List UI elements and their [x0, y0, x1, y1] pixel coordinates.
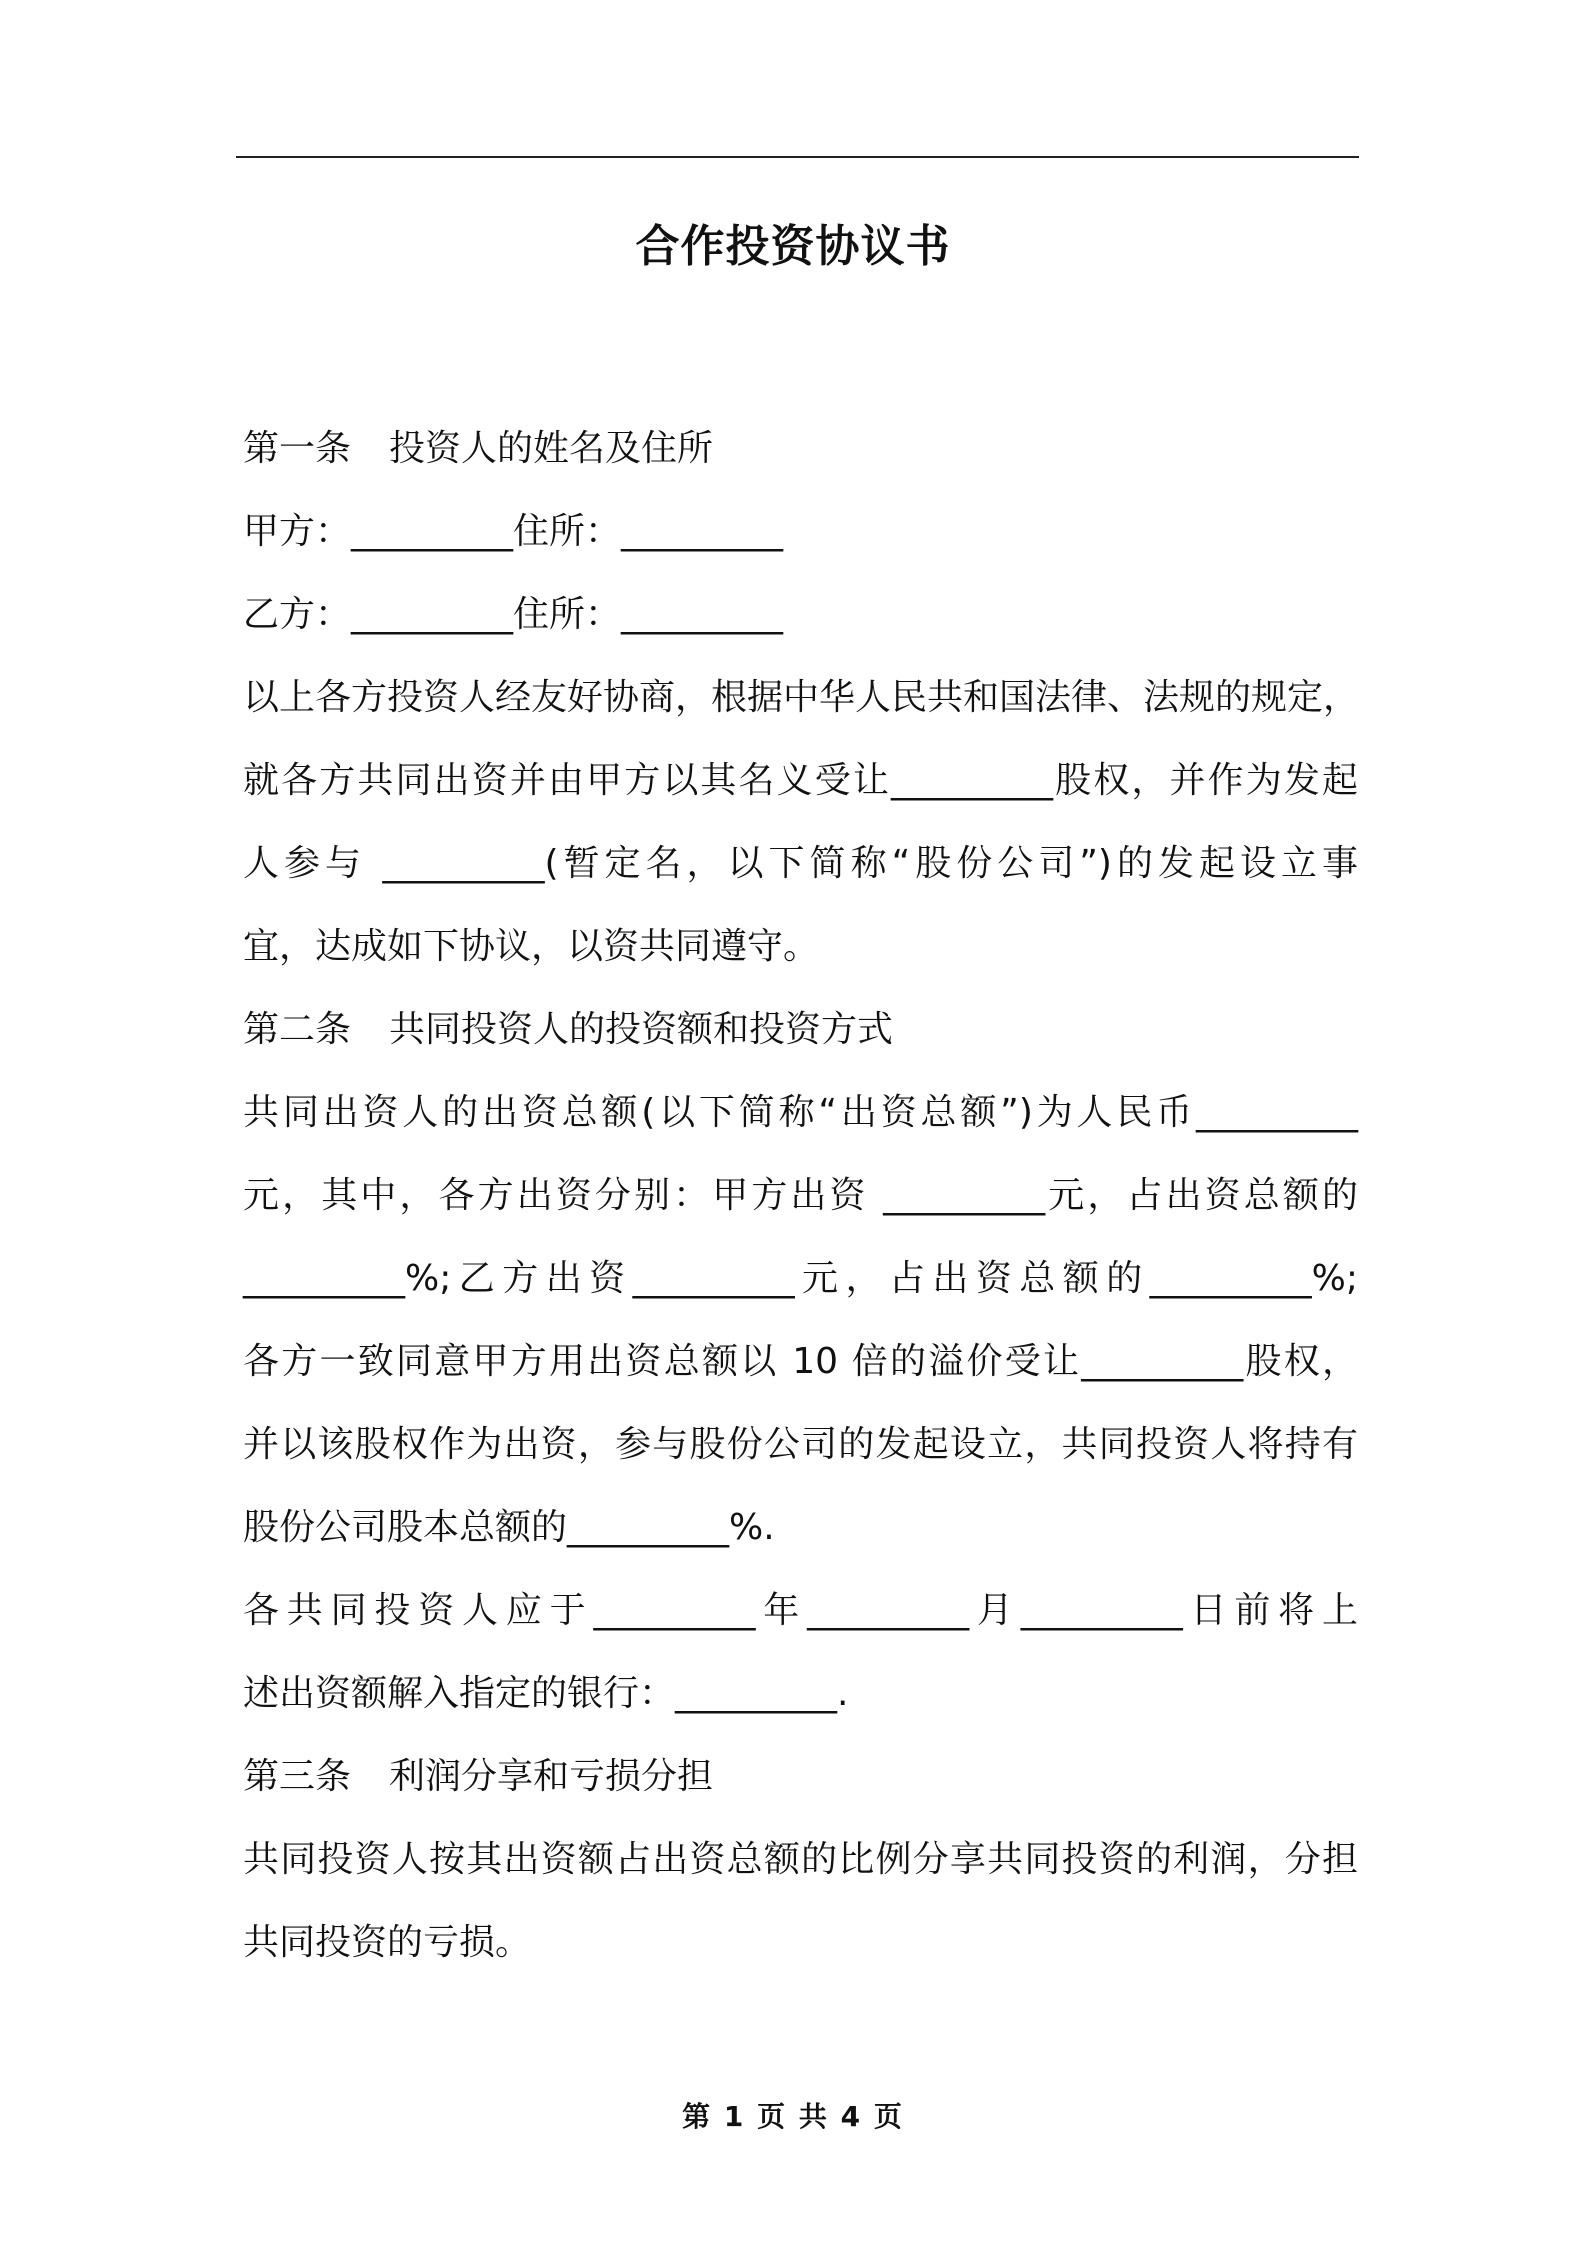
- article-1-heading: [243, 407, 1358, 490]
- article-2-para-line: 共同出资人的出资总额(以下简称“出资总额”)为人民币_________: [243, 1092, 1358, 1133]
- article-1-para-line: 宜，达成如下协议，以资共同遵守。: [243, 926, 820, 967]
- article-2-title: 共同投资人的投资额和投资方式: [389, 1009, 894, 1050]
- article-1-para-line: 人参与 _________(暂定名，以下简称“股份公司”)的发起设立事: [243, 843, 1358, 884]
- document-title: 合作投资协议书: [635, 221, 951, 272]
- article-3-para-line: 共同投资的亏损。: [243, 1922, 532, 1963]
- article-2-para-line: 股份公司股本总额的_________%.: [243, 1507, 775, 1548]
- party-b-line: 乙方：_________住所：_________: [243, 594, 784, 635]
- article-3-para-line: 共同投资人按其出资额占出资总额的比例分享共同投资的利润，分担: [243, 1839, 1358, 1880]
- party-a-line: 甲方：_________住所：_________: [243, 511, 784, 552]
- article-2-para-line: 元，其中，各方出资分别：甲方出资 _________元，占出资总额的: [243, 1175, 1358, 1216]
- article-1-number: 第一条: [243, 428, 352, 469]
- article-1-para-line: 就各方共同出资并由甲方以其名义受让_________股权，并作为发起: [243, 760, 1358, 801]
- article-2-para-line: 各共同投资人应于_________年_________月_________日前将上: [243, 1590, 1358, 1631]
- article-3-number: 第三条: [243, 1756, 352, 1797]
- article-2-para-line: _________%;乙方出资_________元，占出资总额的_________%;: [243, 1258, 1358, 1299]
- header-rule: [236, 156, 1359, 158]
- article-3-title: 利润分享和亏损分担: [389, 1756, 714, 1797]
- article-3-heading: [243, 1735, 1358, 1818]
- article-1-title: 投资人的姓名及住所: [389, 428, 714, 469]
- article-1-para-line: 以上各方投资人经友好协商，根据中华人民共和国法律、法规的规定，: [243, 677, 1360, 718]
- article-2-heading: [243, 988, 1358, 1071]
- article-2-para-line: 述出资额解入指定的银行：_________.: [243, 1673, 849, 1714]
- article-2-para-line: 各方一致同意甲方用出资总额以 10 倍的溢价受让_________股权，: [243, 1341, 1358, 1382]
- document-body: [243, 407, 1358, 1984]
- article-2-para-line: 并以该股权作为出资，参与股份公司的发起设立，共同投资人将持有: [243, 1424, 1358, 1465]
- page-number: 第 1 页 共 4 页: [682, 2100, 904, 2133]
- article-2-number: 第二条: [243, 1009, 352, 1050]
